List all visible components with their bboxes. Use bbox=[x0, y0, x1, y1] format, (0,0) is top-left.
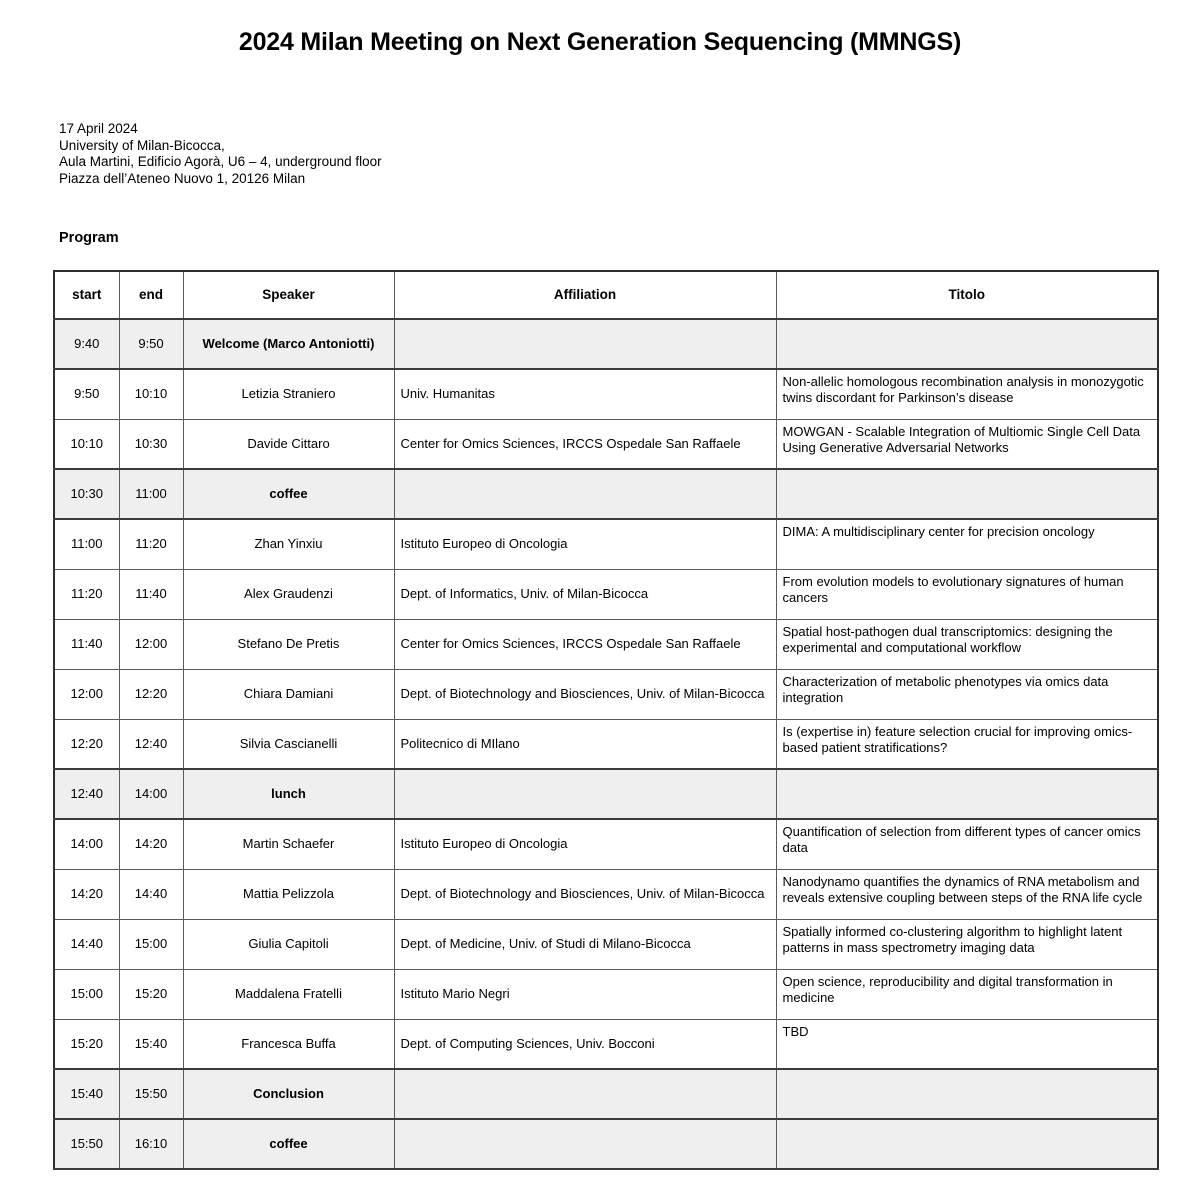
speaker-cell: Letizia Straniero bbox=[183, 369, 394, 419]
end-cell: 12:20 bbox=[119, 669, 183, 719]
start-cell: 15:50 bbox=[54, 1119, 119, 1169]
title-cell: Open science, reproducibility and digital transformation in medicine bbox=[776, 969, 1158, 1019]
speaker-cell: Maddalena Fratelli bbox=[183, 969, 394, 1019]
break-row bbox=[54, 319, 1158, 369]
affiliation-cell: Politecnico di MIlano bbox=[394, 719, 776, 769]
speaker-cell: Mattia Pelizzola bbox=[183, 869, 394, 919]
affiliation-cell bbox=[394, 319, 776, 369]
title-cell bbox=[776, 319, 1158, 369]
session-row bbox=[54, 919, 1158, 969]
session-row bbox=[54, 669, 1158, 719]
speaker-cell: coffee bbox=[183, 1119, 394, 1169]
start-cell: 15:20 bbox=[54, 1019, 119, 1069]
speaker-cell: Alex Graudenzi bbox=[183, 569, 394, 619]
end-cell: 14:40 bbox=[119, 869, 183, 919]
column-header-affiliation: Affiliation bbox=[394, 271, 776, 319]
title-cell: Spatially informed co-clustering algorithm to highlight latent patterns in mass spectrometry imaging data bbox=[776, 919, 1158, 969]
affiliation-cell: Dept. of Informatics, Univ. of Milan-Bicocca bbox=[394, 569, 776, 619]
break-row bbox=[54, 1069, 1158, 1119]
table-header-row bbox=[54, 271, 1158, 319]
end-cell: 15:50 bbox=[119, 1069, 183, 1119]
affiliation-cell bbox=[394, 1069, 776, 1119]
start-cell: 9:50 bbox=[54, 369, 119, 419]
title-cell bbox=[776, 1069, 1158, 1119]
affiliation-cell: Dept. of Biotechnology and Biosciences, Univ. of Milan-Bicocca bbox=[394, 869, 776, 919]
speaker-cell: Francesca Buffa bbox=[183, 1019, 394, 1069]
end-cell: 14:00 bbox=[119, 769, 183, 819]
session-row bbox=[54, 719, 1158, 769]
column-header-titolo: Titolo bbox=[776, 271, 1158, 319]
end-cell: 15:40 bbox=[119, 1019, 183, 1069]
start-cell: 11:40 bbox=[54, 619, 119, 669]
speaker-cell: Zhan Yinxiu bbox=[183, 519, 394, 569]
session-row bbox=[54, 619, 1158, 669]
start-cell: 14:40 bbox=[54, 919, 119, 969]
session-row bbox=[54, 1019, 1158, 1069]
speaker-cell: coffee bbox=[183, 469, 394, 519]
start-cell: 15:00 bbox=[54, 969, 119, 1019]
speaker-cell: Giulia Capitoli bbox=[183, 919, 394, 969]
speaker-cell: Conclusion bbox=[183, 1069, 394, 1119]
affiliation-cell: Dept. of Computing Sciences, Univ. Bocconi bbox=[394, 1019, 776, 1069]
speaker-cell: Chiara Damiani bbox=[183, 669, 394, 719]
end-cell: 15:20 bbox=[119, 969, 183, 1019]
title-cell: MOWGAN - Scalable Integration of Multiomic Single Cell Data Using Generative Adversarial Networks bbox=[776, 419, 1158, 469]
break-row bbox=[54, 769, 1158, 819]
title-cell bbox=[776, 1119, 1158, 1169]
column-header-start: start bbox=[54, 271, 119, 319]
start-cell: 12:00 bbox=[54, 669, 119, 719]
speaker-cell: Martin Schaefer bbox=[183, 819, 394, 869]
affiliation-cell: Istituto Europeo di Oncologia bbox=[394, 519, 776, 569]
affiliation-cell: Dept. of Medicine, Univ. of Studi di Milano-Bicocca bbox=[394, 919, 776, 969]
session-row bbox=[54, 569, 1158, 619]
affiliation-cell bbox=[394, 769, 776, 819]
end-cell: 11:00 bbox=[119, 469, 183, 519]
title-cell: Nanodynamo quantifies the dynamics of RNA metabolism and reveals extensive coupling between steps of the RNA life cycle bbox=[776, 869, 1158, 919]
speaker-cell: Stefano De Pretis bbox=[183, 619, 394, 669]
end-cell: 15:00 bbox=[119, 919, 183, 969]
break-row bbox=[54, 1119, 1158, 1169]
affiliation-cell: Istituto Mario Negri bbox=[394, 969, 776, 1019]
speaker-cell: Welcome (Marco Antoniotti) bbox=[183, 319, 394, 369]
start-cell: 14:20 bbox=[54, 869, 119, 919]
event-date: 17 April 2024 bbox=[59, 121, 138, 136]
event-venue-line: Piazza dell’Ateneo Nuovo 1, 20126 Milan bbox=[59, 170, 306, 186]
end-cell: 11:20 bbox=[119, 519, 183, 569]
title-cell bbox=[776, 769, 1158, 819]
page-title: 2024 Milan Meeting on Next Generation Sequencing (MMNGS) bbox=[238, 28, 962, 56]
end-cell: 16:10 bbox=[119, 1119, 183, 1169]
end-cell: 9:50 bbox=[119, 319, 183, 369]
event-venue-line: Aula Martini, Edificio Agorà, U6 – 4, underground floor bbox=[59, 154, 382, 169]
column-header-speaker: Speaker bbox=[183, 271, 394, 319]
session-row bbox=[54, 519, 1158, 569]
affiliation-cell: Center for Omics Sciences, IRCCS Ospedale San Raffaele bbox=[394, 419, 776, 469]
title-cell: DIMA: A multidisciplinary center for precision oncology bbox=[776, 519, 1158, 569]
affiliation-cell: Center for Omics Sciences, IRCCS Ospedale San Raffaele bbox=[394, 619, 776, 669]
end-cell: 10:30 bbox=[119, 419, 183, 469]
affiliation-cell: Istituto Europeo di Oncologia bbox=[394, 819, 776, 869]
program-table bbox=[53, 270, 1159, 1170]
session-row bbox=[54, 419, 1158, 469]
session-row bbox=[54, 969, 1158, 1019]
break-row bbox=[54, 469, 1158, 519]
session-row bbox=[54, 369, 1158, 419]
end-cell: 14:20 bbox=[119, 819, 183, 869]
title-cell: From evolution models to evolutionary signatures of human cancers bbox=[776, 569, 1158, 619]
start-cell: 9:40 bbox=[54, 319, 119, 369]
title-cell: Non-allelic homologous recombination analysis in monozygotic twins discordant for Parkinson’s disease bbox=[776, 369, 1158, 419]
title-cell bbox=[776, 469, 1158, 519]
start-cell: 14:00 bbox=[54, 819, 119, 869]
start-cell: 12:40 bbox=[54, 769, 119, 819]
end-cell: 11:40 bbox=[119, 569, 183, 619]
title-cell: Quantification of selection from different types of cancer omics data bbox=[776, 819, 1158, 869]
start-cell: 11:20 bbox=[54, 569, 119, 619]
event-venue-line: University of Milan-Bicocca, bbox=[59, 137, 225, 153]
title-cell: Spatial host-pathogen dual transcriptomics: designing the experimental and computational workflow bbox=[776, 619, 1158, 669]
start-cell: 15:40 bbox=[54, 1069, 119, 1119]
start-cell: 11:00 bbox=[54, 519, 119, 569]
session-row bbox=[54, 819, 1158, 869]
program-heading: Program bbox=[59, 230, 119, 246]
affiliation-cell: Dept. of Biotechnology and Biosciences, Univ. of Milan-Bicocca bbox=[394, 669, 776, 719]
title-cell: TBD bbox=[776, 1019, 1158, 1069]
end-cell: 10:10 bbox=[119, 369, 183, 419]
affiliation-cell bbox=[394, 1119, 776, 1169]
speaker-cell: Silvia Cascianelli bbox=[183, 719, 394, 769]
session-row bbox=[54, 869, 1158, 919]
event-details bbox=[59, 121, 382, 187]
affiliation-cell bbox=[394, 469, 776, 519]
column-header-end: end bbox=[119, 271, 183, 319]
start-cell: 12:20 bbox=[54, 719, 119, 769]
speaker-cell: lunch bbox=[183, 769, 394, 819]
start-cell: 10:10 bbox=[54, 419, 119, 469]
speaker-cell: Davide Cittaro bbox=[183, 419, 394, 469]
title-cell: Is (expertise in) feature selection crucial for improving omics-based patient stratifications? bbox=[776, 719, 1158, 769]
end-cell: 12:40 bbox=[119, 719, 183, 769]
start-cell: 10:30 bbox=[54, 469, 119, 519]
affiliation-cell: Univ. Humanitas bbox=[394, 369, 776, 419]
title-cell: Characterization of metabolic phenotypes via omics data integration bbox=[776, 669, 1158, 719]
end-cell: 12:00 bbox=[119, 619, 183, 669]
